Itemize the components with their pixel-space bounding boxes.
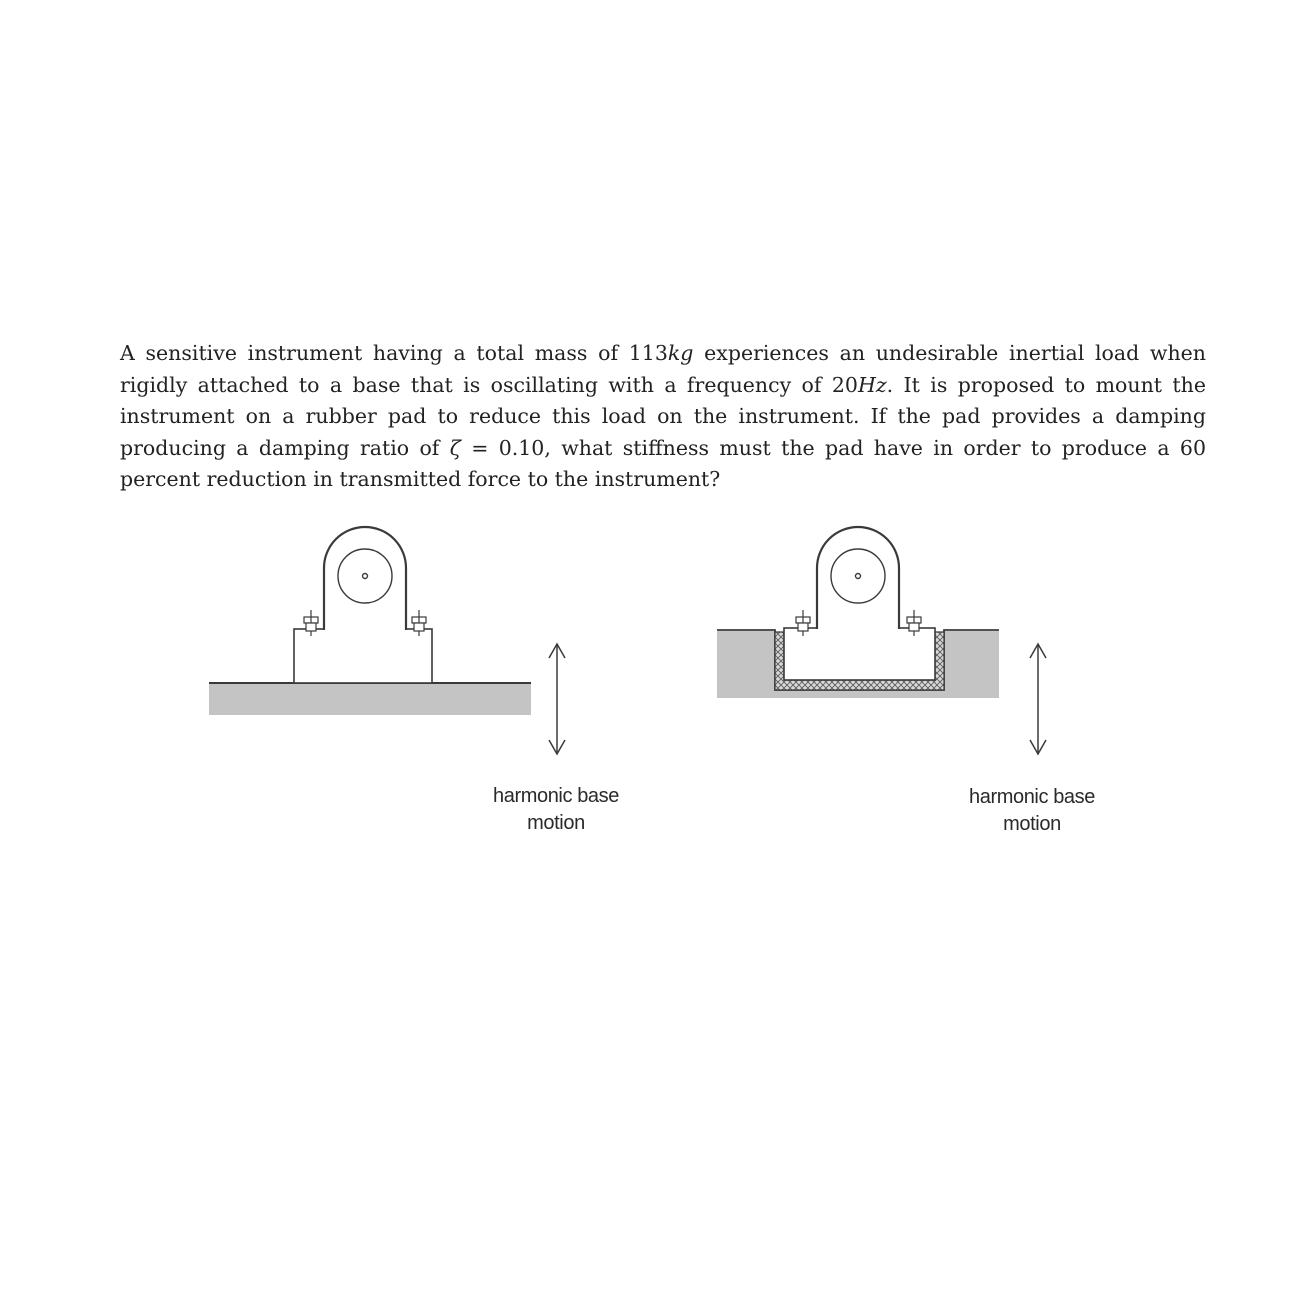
- unit-kg: kg: [667, 341, 694, 365]
- ground-block-left: [717, 631, 775, 698]
- caption-left: [482, 783, 630, 837]
- figure-rigid-mount: [205, 520, 535, 770]
- pulley-wheel: [831, 549, 885, 603]
- double-arrow-icon: [549, 644, 565, 754]
- problem-part4: = 0.10, what stiffness must the pad have in order to produce a 60 percent reduction in transmitted force to the instrument?: [120, 435, 1206, 491]
- instrument-base: [294, 629, 432, 683]
- double-arrow-icon: [1030, 644, 1046, 754]
- pulley-wheel: [338, 549, 392, 603]
- caption-left-line2: motion: [527, 812, 585, 834]
- pad-mount-diagram: [712, 520, 1042, 770]
- rigid-mount-diagram: [205, 520, 535, 770]
- caption-right-line2: motion: [1003, 813, 1061, 835]
- caption-left-line1: harmonic base: [493, 785, 619, 807]
- ground-recess-floor: [775, 690, 944, 698]
- problem-part2: experiences an undesirable inertial load when rigidly attached to a base that is oscillating with a frequency of 20: [120, 341, 1206, 397]
- caption-right-line1: harmonic base: [969, 786, 1095, 808]
- caption-right: [958, 784, 1106, 838]
- instrument-base: [784, 628, 935, 680]
- problem-statement: [120, 338, 1206, 496]
- problem-part1: A sensitive instrument having a total mass of 113: [120, 341, 668, 365]
- ground-block: [209, 684, 531, 715]
- ground-block-right: [944, 631, 999, 698]
- figure-pad-mount: [712, 520, 1042, 770]
- unit-hz: Hz: [857, 372, 887, 397]
- problem-part3: . It is proposed to mount the instrument on a rubber pad to reduce this load on the instrument. If the pad provides a damping producing a damping ratio of: [120, 372, 1206, 460]
- zeta-symbol: ζ: [449, 435, 461, 460]
